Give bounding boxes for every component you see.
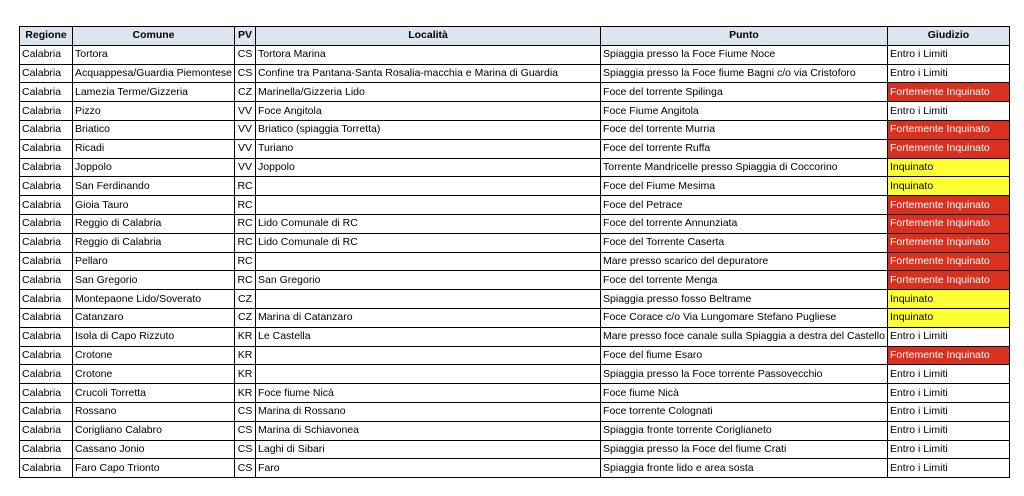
- cell-localita: [256, 177, 601, 196]
- cell-punto: Mare presso foce canale sulla Spiaggia a destra del Castello: [601, 327, 888, 346]
- cell-punto: Foce del Petrace: [601, 196, 888, 215]
- cell-pv: VV: [235, 158, 256, 177]
- cell-localita: Faro: [256, 459, 601, 478]
- table-row: [20, 384, 1010, 403]
- cell-giudizio: Entro i Limiti: [887, 64, 1009, 83]
- cell-giudizio: Entro i Limiti: [887, 402, 1009, 421]
- table-row: [20, 459, 1010, 478]
- cell-comune: Crotone: [73, 365, 235, 384]
- cell-localita: Lido Comunale di RC: [256, 233, 601, 252]
- table-row: [20, 158, 1010, 177]
- cell-localita: Turiano: [256, 139, 601, 158]
- cell-giudizio: Entro i Limiti: [887, 45, 1009, 64]
- cell-punto: Torrente Mandricelle presso Spiaggia di Coccorino: [601, 158, 888, 177]
- cell-giudizio: Inquinato: [887, 308, 1009, 327]
- table-container: [19, 26, 1010, 478]
- cell-comune: Tortora: [73, 45, 235, 64]
- cell-comune: Rossano: [73, 402, 235, 421]
- col-header-regione: Regione: [20, 27, 73, 46]
- table-row: [20, 402, 1010, 421]
- cell-punto: Foce Fiume Angitola: [601, 102, 888, 121]
- cell-punto: Foce fiume Nicà: [601, 384, 888, 403]
- table-body: [20, 45, 1010, 477]
- cell-giudizio: Inquinato: [887, 290, 1009, 309]
- cell-giudizio: Entro i Limiti: [887, 384, 1009, 403]
- cell-comune: Reggio di Calabria: [73, 233, 235, 252]
- cell-regione: Calabria: [20, 421, 73, 440]
- cell-regione: Calabria: [20, 45, 73, 64]
- table-row: [20, 346, 1010, 365]
- cell-pv: RC: [235, 271, 256, 290]
- col-header-comune: Comune: [73, 27, 235, 46]
- cell-localita: [256, 290, 601, 309]
- cell-localita: Confine tra Pantana-Santa Rosalia-macchia e Marina di Guardia: [256, 64, 601, 83]
- header-row: [20, 27, 1010, 46]
- cell-regione: Calabria: [20, 308, 73, 327]
- cell-regione: Calabria: [20, 102, 73, 121]
- cell-punto: Foce del Fiume Mesima: [601, 177, 888, 196]
- cell-giudizio: Fortemente Inquinato: [887, 139, 1009, 158]
- col-header-punto: Punto: [601, 27, 888, 46]
- table-row: [20, 233, 1010, 252]
- cell-pv: CZ: [235, 83, 256, 102]
- cell-regione: Calabria: [20, 290, 73, 309]
- cell-giudizio: Entro i Limiti: [887, 459, 1009, 478]
- cell-regione: Calabria: [20, 233, 73, 252]
- cell-localita: Le Castella: [256, 327, 601, 346]
- cell-pv: RC: [235, 214, 256, 233]
- cell-comune: Faro Capo Trionto: [73, 459, 235, 478]
- cell-pv: RC: [235, 196, 256, 215]
- cell-comune: Pizzo: [73, 102, 235, 121]
- col-header-localita: Località: [256, 27, 601, 46]
- cell-comune: Joppolo: [73, 158, 235, 177]
- cell-comune: Cassano Jonio: [73, 440, 235, 459]
- cell-comune: Acquappesa/Guardia Piemontese: [73, 64, 235, 83]
- water-quality-table: [19, 26, 1010, 478]
- cell-localita: [256, 346, 601, 365]
- cell-comune: Lamezia Terme/Gizzeria: [73, 83, 235, 102]
- cell-giudizio: Entro i Limiti: [887, 365, 1009, 384]
- cell-punto: Mare presso scarico del depuratore: [601, 252, 888, 271]
- cell-pv: VV: [235, 102, 256, 121]
- cell-comune: Corigliano Calabro: [73, 421, 235, 440]
- cell-regione: Calabria: [20, 64, 73, 83]
- cell-localita: [256, 365, 601, 384]
- cell-localita: Laghi di Sibari: [256, 440, 601, 459]
- cell-localita: Marina di Rossano: [256, 402, 601, 421]
- cell-localita: Lido Comunale di RC: [256, 214, 601, 233]
- cell-regione: Calabria: [20, 402, 73, 421]
- cell-regione: Calabria: [20, 177, 73, 196]
- cell-pv: CZ: [235, 308, 256, 327]
- cell-comune: Isola di Capo Rizzuto: [73, 327, 235, 346]
- cell-comune: Catanzaro: [73, 308, 235, 327]
- cell-giudizio: Inquinato: [887, 158, 1009, 177]
- cell-pv: CS: [235, 45, 256, 64]
- table-row: [20, 139, 1010, 158]
- table-row: [20, 177, 1010, 196]
- cell-comune: San Ferdinando: [73, 177, 235, 196]
- cell-regione: Calabria: [20, 346, 73, 365]
- cell-pv: KR: [235, 384, 256, 403]
- cell-giudizio: Fortemente Inquinato: [887, 214, 1009, 233]
- cell-comune: Crucoli Torretta: [73, 384, 235, 403]
- col-header-pv: PV: [235, 27, 256, 46]
- cell-regione: Calabria: [20, 365, 73, 384]
- cell-localita: Foce Angitola: [256, 102, 601, 121]
- cell-pv: KR: [235, 327, 256, 346]
- cell-regione: Calabria: [20, 158, 73, 177]
- table-row: [20, 327, 1010, 346]
- col-header-giudizio: Giudizio: [887, 27, 1009, 46]
- cell-punto: Spiaggia presso la Foce fiume Bagni c/o via Cristoforo: [601, 64, 888, 83]
- cell-regione: Calabria: [20, 384, 73, 403]
- table-row: [20, 45, 1010, 64]
- cell-giudizio: Entro i Limiti: [887, 327, 1009, 346]
- cell-pv: VV: [235, 139, 256, 158]
- cell-pv: CS: [235, 421, 256, 440]
- cell-regione: Calabria: [20, 214, 73, 233]
- cell-pv: RC: [235, 177, 256, 196]
- cell-giudizio: Fortemente Inquinato: [887, 346, 1009, 365]
- cell-localita: [256, 252, 601, 271]
- table-row: [20, 440, 1010, 459]
- cell-regione: Calabria: [20, 271, 73, 290]
- cell-regione: Calabria: [20, 252, 73, 271]
- cell-giudizio: Fortemente Inquinato: [887, 252, 1009, 271]
- cell-regione: Calabria: [20, 440, 73, 459]
- cell-comune: Montepaone Lido/Soverato: [73, 290, 235, 309]
- cell-comune: Reggio di Calabria: [73, 214, 235, 233]
- table-row: [20, 64, 1010, 83]
- cell-localita: Tortora Marina: [256, 45, 601, 64]
- cell-punto: Spiaggia presso la Foce torrente Passovecchio: [601, 365, 888, 384]
- cell-localita: Foce fiume Nicà: [256, 384, 601, 403]
- table-row: [20, 196, 1010, 215]
- cell-pv: CZ: [235, 290, 256, 309]
- cell-punto: Foce del torrente Spilinga: [601, 83, 888, 102]
- table-row: [20, 290, 1010, 309]
- cell-giudizio: Fortemente Inquinato: [887, 271, 1009, 290]
- cell-pv: RC: [235, 252, 256, 271]
- table-row: [20, 365, 1010, 384]
- cell-localita: San Gregorio: [256, 271, 601, 290]
- cell-comune: Ricadi: [73, 139, 235, 158]
- cell-comune: Gioia Tauro: [73, 196, 235, 215]
- cell-punto: Foce del Torrente Caserta: [601, 233, 888, 252]
- cell-giudizio: Inquinato: [887, 177, 1009, 196]
- table-row: [20, 308, 1010, 327]
- cell-punto: Foce torrente Colognati: [601, 402, 888, 421]
- cell-pv: RC: [235, 233, 256, 252]
- cell-punto: Spiaggia presso la Foce Fiume Noce: [601, 45, 888, 64]
- cell-localita: Marinella/Gizzeria Lido: [256, 83, 601, 102]
- cell-giudizio: Entro i Limiti: [887, 102, 1009, 121]
- cell-giudizio: Entro i Limiti: [887, 440, 1009, 459]
- cell-punto: Foce del torrente Annunziata: [601, 214, 888, 233]
- cell-pv: CS: [235, 440, 256, 459]
- cell-punto: Foce del torrente Ruffa: [601, 139, 888, 158]
- cell-punto: Spiaggia fronte lido e area sosta: [601, 459, 888, 478]
- cell-giudizio: Fortemente Inquinato: [887, 233, 1009, 252]
- cell-punto: Foce del fiume Esaro: [601, 346, 888, 365]
- table-row: [20, 83, 1010, 102]
- cell-pv: VV: [235, 120, 256, 139]
- cell-regione: Calabria: [20, 196, 73, 215]
- cell-giudizio: Fortemente Inquinato: [887, 196, 1009, 215]
- cell-pv: CS: [235, 64, 256, 83]
- cell-localita: Joppolo: [256, 158, 601, 177]
- cell-localita: Briatico (spiaggia Torretta): [256, 120, 601, 139]
- cell-pv: KR: [235, 346, 256, 365]
- cell-punto: Foce del torrente Murria: [601, 120, 888, 139]
- table-row: [20, 214, 1010, 233]
- cell-regione: Calabria: [20, 459, 73, 478]
- table-row: [20, 252, 1010, 271]
- cell-comune: Pellaro: [73, 252, 235, 271]
- cell-pv: CS: [235, 402, 256, 421]
- cell-punto: Foce del torrente Menga: [601, 271, 888, 290]
- cell-comune: Crotone: [73, 346, 235, 365]
- cell-regione: Calabria: [20, 120, 73, 139]
- table-row: [20, 421, 1010, 440]
- cell-punto: Spiaggia fronte torrente Coriglianeto: [601, 421, 888, 440]
- cell-pv: CS: [235, 459, 256, 478]
- cell-regione: Calabria: [20, 83, 73, 102]
- cell-pv: KR: [235, 365, 256, 384]
- cell-punto: Foce Corace c/o Via Lungomare Stefano Pugliese: [601, 308, 888, 327]
- table-row: [20, 102, 1010, 121]
- cell-localita: Marina di Schiavonea: [256, 421, 601, 440]
- cell-giudizio: Fortemente Inquinato: [887, 120, 1009, 139]
- cell-comune: Briatico: [73, 120, 235, 139]
- cell-punto: Spiaggia presso la Foce del fiume Crati: [601, 440, 888, 459]
- cell-comune: San Gregorio: [73, 271, 235, 290]
- cell-localita: [256, 196, 601, 215]
- cell-giudizio: Entro i Limiti: [887, 421, 1009, 440]
- table-row: [20, 120, 1010, 139]
- cell-punto: Spiaggia presso fosso Beltrame: [601, 290, 888, 309]
- cell-regione: Calabria: [20, 327, 73, 346]
- cell-localita: Marina di Catanzaro: [256, 308, 601, 327]
- cell-regione: Calabria: [20, 139, 73, 158]
- table-row: [20, 271, 1010, 290]
- cell-giudizio: Fortemente Inquinato: [887, 83, 1009, 102]
